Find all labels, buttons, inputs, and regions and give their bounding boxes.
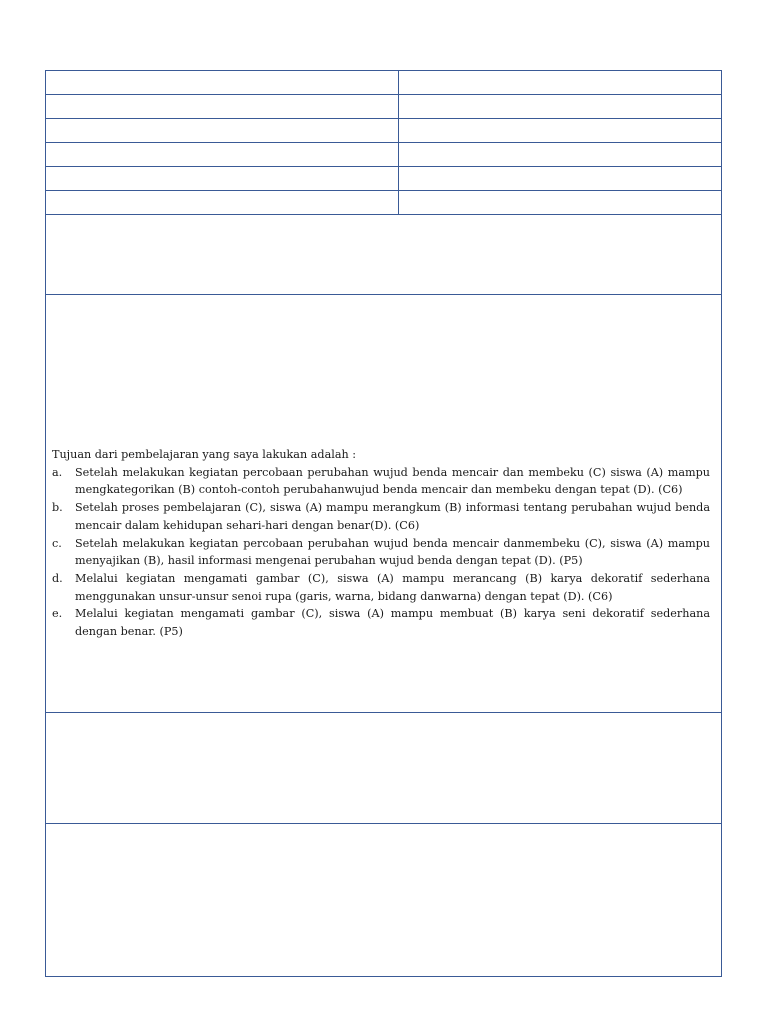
list-marker: d. bbox=[52, 571, 63, 585]
objective-text: Melalui kegiatan mengamati gambar (C), siswa (A) mampu merancang (B) karya dekoratif sederhana menggunakan unsur-unsur senoi rupa (garis, warna, bidang danwarna) dengan tepat (D). (C6) bbox=[75, 571, 710, 603]
objective-item bbox=[52, 464, 710, 499]
table-row bbox=[46, 143, 721, 167]
column-divider bbox=[398, 95, 399, 118]
table-row bbox=[46, 191, 721, 215]
objective-item bbox=[52, 605, 710, 640]
objective-item bbox=[52, 499, 710, 534]
list-marker: a. bbox=[52, 465, 63, 479]
document-table bbox=[45, 70, 722, 977]
empty-section bbox=[46, 215, 721, 295]
objective-item bbox=[52, 570, 710, 605]
objectives-section bbox=[46, 295, 721, 713]
column-divider bbox=[398, 191, 399, 214]
objectives-intro: Tujuan dari pembelajaran yang saya lakukan adalah : bbox=[52, 448, 357, 461]
objectives-text bbox=[52, 446, 710, 641]
objective-text: Setelah proses pembelajaran (C), siswa (A) mampu merangkum (B) informasi tentang perubahan wujud benda mencair dalam kehidupan sehari-hari dengan benar(D). (C6) bbox=[75, 501, 710, 532]
column-divider bbox=[398, 119, 399, 142]
column-divider bbox=[398, 71, 399, 94]
empty-section bbox=[46, 713, 721, 824]
table-row bbox=[46, 71, 721, 95]
column-divider bbox=[398, 143, 399, 166]
table-row bbox=[46, 95, 721, 119]
list-marker: c. bbox=[52, 536, 62, 550]
objectives-list bbox=[52, 464, 710, 641]
objective-text: Melalui kegiatan mengamati gambar (C), siswa (A) mampu membuat (B) karya seni dekoratif sederhana dengan benar. (P5) bbox=[75, 607, 710, 639]
objective-text: Setelah melakukan kegiatan percobaan perubahan wujud benda mencair dan membeku (C) siswa (A) mampu mengkategorikan (B) contoh-contoh perubahanwujud benda mencair dan membeku dengan tepat (D). (C6) bbox=[75, 465, 710, 497]
table-row bbox=[46, 167, 721, 191]
empty-section bbox=[46, 824, 721, 976]
list-marker: b. bbox=[52, 501, 63, 515]
objective-text: Setelah melakukan kegiatan percobaan perubahan wujud benda mencair danmembeku (C), siswa (A) mampu menyajikan (B), hasil informasi mengenai perubahan wujud benda dengan tepat (D). (P5) bbox=[75, 536, 710, 568]
table-row bbox=[46, 119, 721, 143]
list-marker: e. bbox=[52, 607, 63, 621]
objective-item bbox=[52, 535, 710, 570]
column-divider bbox=[398, 167, 399, 190]
